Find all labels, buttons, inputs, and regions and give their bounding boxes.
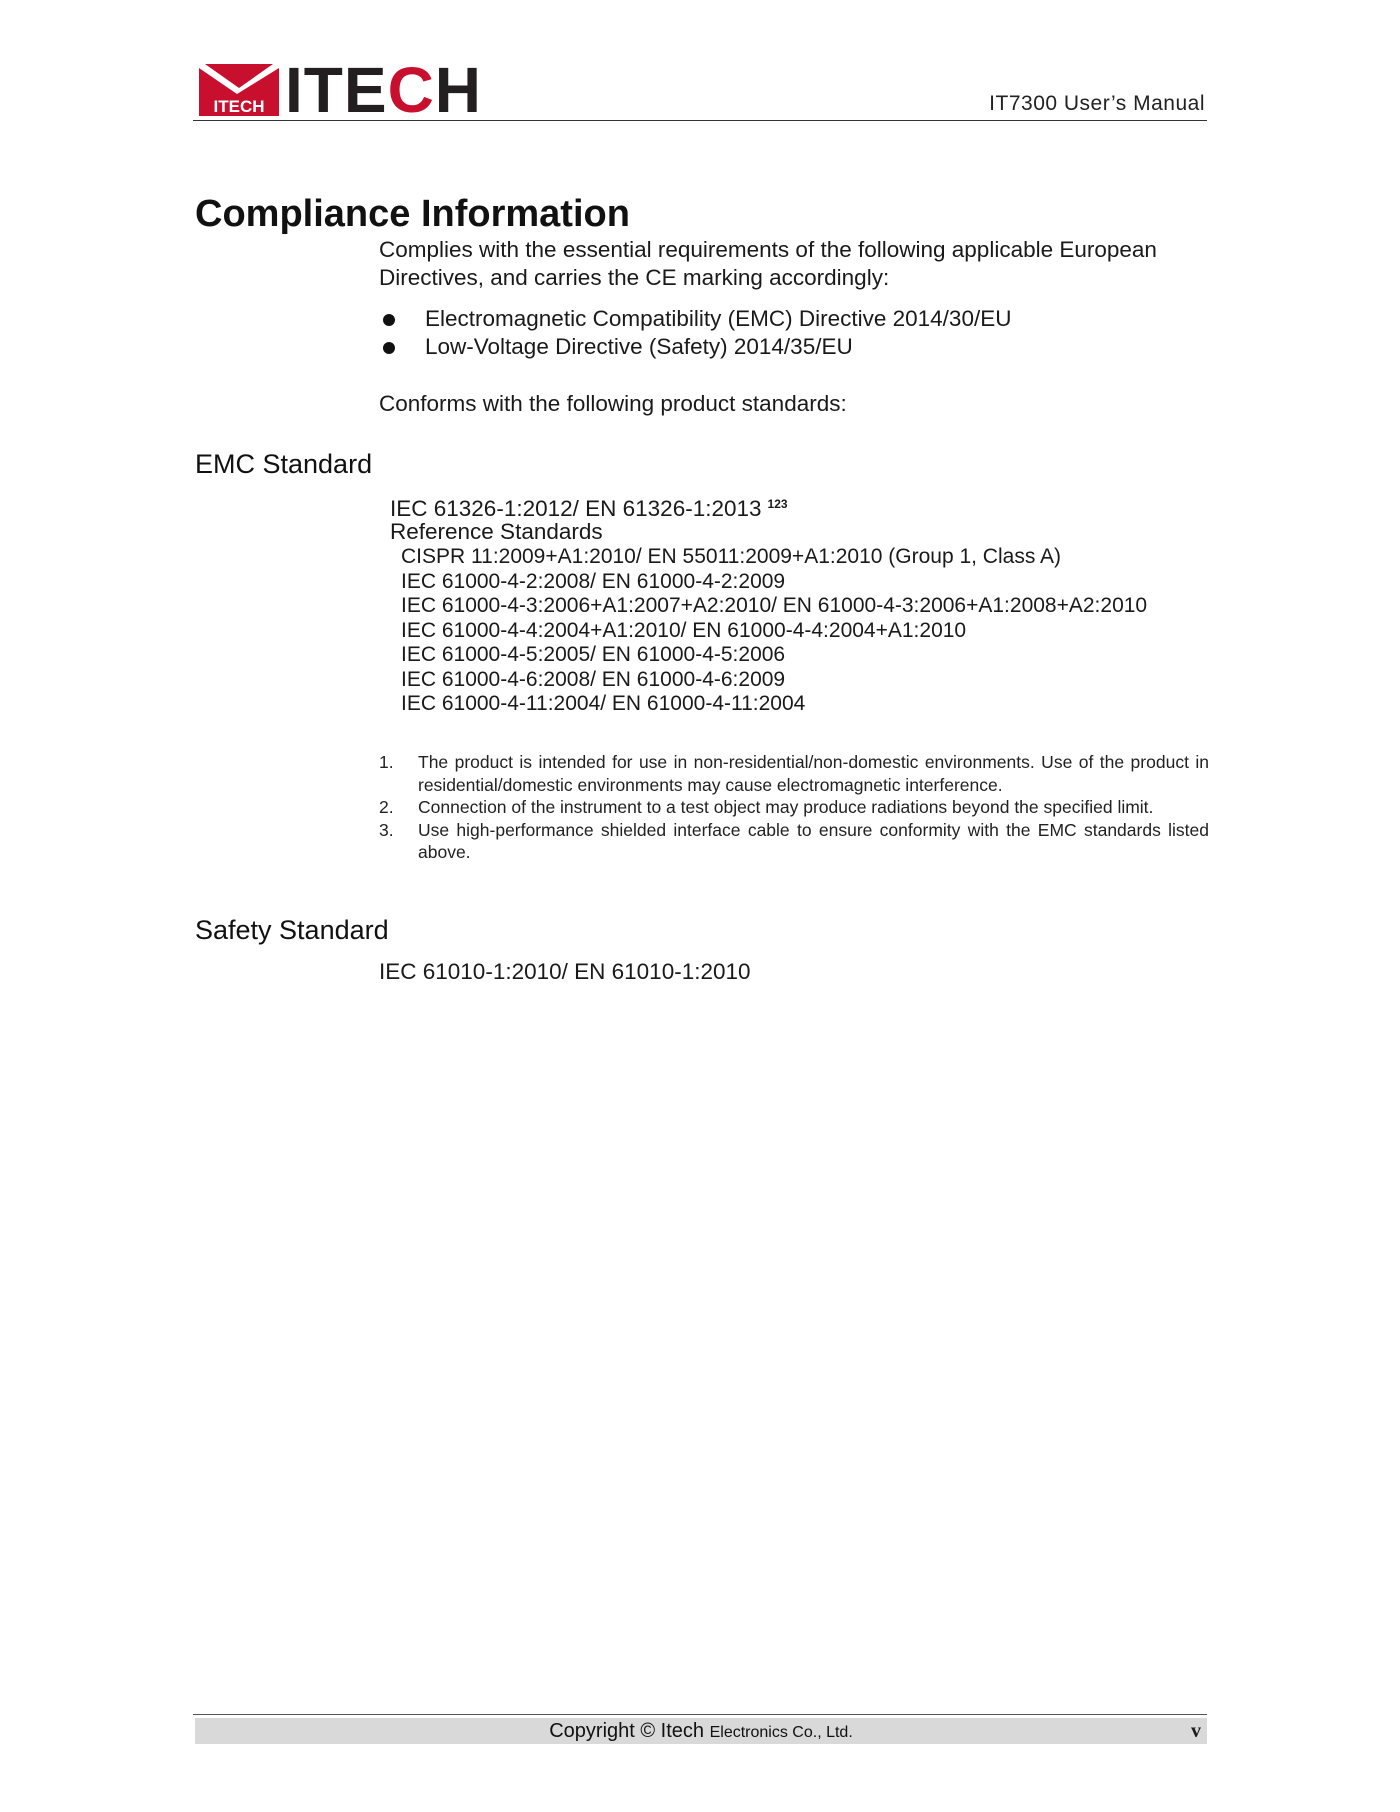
directive-item [379, 305, 1209, 333]
emc-notes [379, 751, 1209, 864]
reference-standard: CISPR 11:2009+A1:2010/ EN 55011:2009+A1:2010 (Group 1, Class A) [401, 545, 1061, 568]
logo-mark-icon [199, 64, 279, 116]
logo-wordmark-c: C [387, 54, 435, 126]
intro-paragraph: Complies with the essential requirements of the following applicable European Directives, and carries the CE marking accordingly: [379, 237, 1157, 290]
reference-standard: IEC 61000-4-11:2004/ EN 61000-4-11:2004 [401, 692, 806, 715]
reference-standard: IEC 61000-4-2:2008/ EN 61000-4-2:2009 [401, 569, 786, 593]
footer-copyright [195, 1718, 1207, 1746]
manual-title: IT7300 User’s Manual [989, 92, 1205, 115]
company-text: Electronics Co., Ltd. [709, 1724, 853, 1741]
logo-wordmark [285, 54, 482, 126]
note-item [379, 796, 1209, 819]
reference-standard: IEC 61000-4-4:2004+A1:2010/ EN 61000-4-4:2004+A1:2010 [401, 618, 967, 642]
bullet-icon [383, 342, 395, 354]
page-number: v [1191, 1720, 1201, 1742]
emc-heading: EMC Standard [195, 449, 373, 479]
note-text: The product is intended for use in non-residential/non-domestic environments. Use of the product in residential/domestic environments may cause electromagnetic interference. [418, 752, 1209, 795]
note-text: Use high-performance shielded interface cable to ensure conformity with the EMC standards listed above. [418, 819, 1209, 862]
page-title: Compliance Information [195, 193, 630, 235]
reference-standard: IEC 61000-4-5:2005/ EN 61000-4-5:2006 [401, 643, 786, 666]
page-footer [195, 1718, 1207, 1744]
logo-wordmark-h: H [434, 54, 482, 126]
reference-standard: IEC 61000-4-3:2006+A1:2007+A2:2010/ EN 61000-4-3:2006+A1:2008+A2:2010 [401, 594, 1148, 617]
safety-heading: Safety Standard [195, 915, 389, 945]
directive-list [379, 305, 1209, 361]
copyright-text: Copyright © Itech [549, 1720, 705, 1742]
logo-badge-text: ITECH [213, 97, 265, 116]
directive-text: Electromagnetic Compatibility (EMC) Directive 2014/30/EU [425, 306, 1012, 331]
note-item [379, 751, 1209, 796]
directive-text: Low-Voltage Directive (Safety) 2014/35/EU [425, 334, 853, 359]
reference-standards-heading: Reference Standards [390, 519, 603, 544]
note-number: 1. [379, 752, 394, 772]
note-number: 2. [379, 797, 394, 817]
safety-standard: IEC 61010-1:2010/ EN 61010-1:2010 [379, 959, 751, 984]
bullet-icon [383, 314, 395, 326]
reference-standard: IEC 61000-4-6:2008/ EN 61000-4-6:2009 [401, 667, 786, 691]
directive-item [379, 333, 1209, 361]
note-text: Connection of the instrument to a test object may produce radiations beyond the specified limit. [418, 797, 1154, 817]
note-number: 3. [379, 819, 394, 840]
note-item [379, 819, 1209, 864]
page-header [193, 54, 1207, 126]
conforms-paragraph: Conforms with the following product standards: [379, 391, 847, 416]
reference-standards-list [401, 545, 1147, 717]
emc-main-standard-text: IEC 61326-1:2012/ EN 61326-1:2013 [390, 496, 762, 521]
footnote-markers: 123 [767, 497, 788, 511]
itech-logo [199, 54, 482, 126]
footer-divider [193, 1714, 1207, 1715]
logo-wordmark-a: ITE [285, 54, 388, 126]
